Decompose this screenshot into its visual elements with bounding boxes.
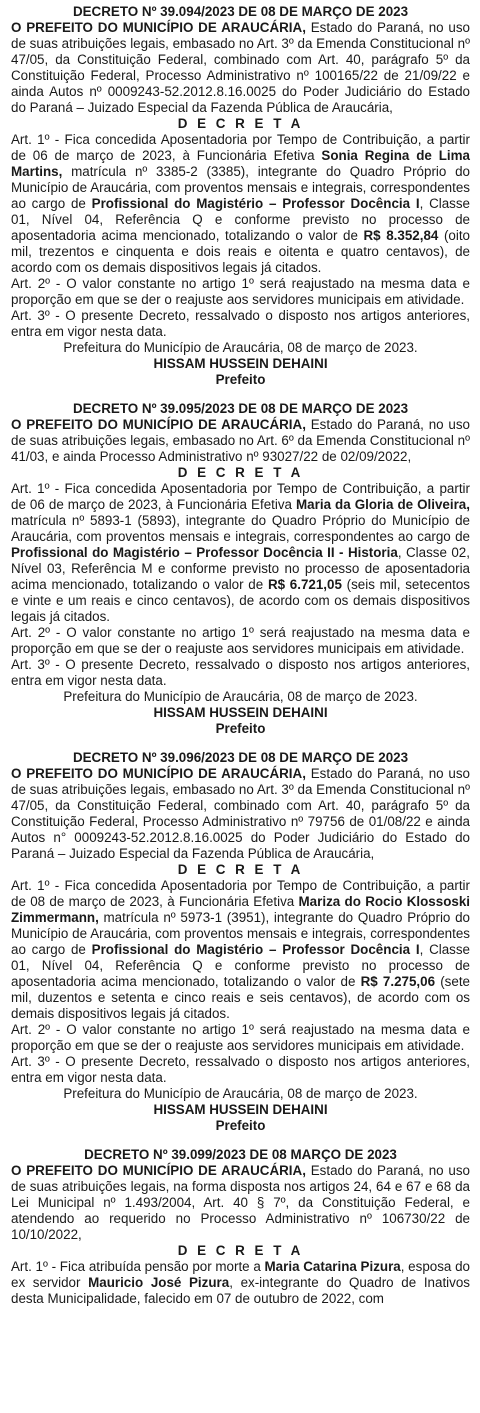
preamble-authority: O PREFEITO DO MUNICÍPIO DE ARAUCÁRIA,	[11, 20, 306, 35]
beneficiary-name: Maria Catarina Pizura	[264, 1259, 401, 1274]
signer-name: HISSAM HUSSEIN DEHAINI	[153, 356, 328, 371]
article-1-text: Art. 1º - Fica concedida Aposentadoria por Tempo de Contribuição, a partir de 08 de março de 2023, à Funcionária Efetiva	[11, 878, 470, 909]
benefit-value: R$ 6.721,05	[267, 577, 342, 592]
beneficiary-name: Maria da Gloria de Oliveira,	[296, 497, 470, 512]
article-1	[11, 481, 470, 625]
decree-preamble	[11, 766, 470, 862]
decreta-heading: D E C R E T A	[177, 862, 304, 877]
preamble-authority: O PREFEITO DO MUNICÍPIO DE ARAUCÁRIA,	[11, 766, 306, 781]
decree-block	[11, 750, 470, 1134]
benefit-value: R$ 8.352,84	[363, 228, 439, 243]
article-1-text: matrícula nº 3385-2 (3385), integrante do Quadro Próprio do Município de Araucária, com proventos mensais e integrais, correspondentes ao cargo de	[11, 164, 470, 211]
article-1	[11, 1259, 470, 1307]
decree-preamble	[11, 1163, 470, 1243]
place-date: Prefeitura do Município de Araucária, 08 de março de 2023.	[63, 689, 418, 704]
article-1-text: (oito mil, trezentos e cinquenta e dois reais e oitenta e quatro centavos), de acordo com os demais dispositivos legais já citados.	[11, 228, 470, 275]
signer-name: HISSAM HUSSEIN DEHAINI	[153, 705, 328, 720]
article-1-text: , Classe 02, Nível 03, Referência M e conforme previsto no processo de aposentadoria acima mencionado, totalizando o valor de	[11, 545, 470, 592]
article-1-text: , esposa do ex servidor	[11, 1259, 470, 1290]
decreta-heading: D E C R E T A	[177, 465, 304, 480]
article-3: Art. 3º - O presente Decreto, ressalvado o disposto nos artigos anteriores, entra em vigor nesta data.	[11, 1054, 470, 1085]
decree-block	[11, 4, 470, 388]
signer-title: Prefeito	[215, 721, 266, 736]
decree-title: DECRETO Nº 39.099/2023 DE 08 MARÇO DE 2023	[84, 1147, 397, 1162]
beneficiary-name: Mariza do Rocio Klossoski Zimmermann,	[11, 894, 470, 925]
beneficiary-name: Sonia Regina de Lima Martins,	[11, 148, 470, 179]
article-1-text: , ex-integrante do Quadro de Inativos desta Municipalidade, falecido em 07 de outubro de 2022, com	[11, 1275, 470, 1306]
position-title: Profissional do Magistério – Professor Docência I	[91, 196, 420, 211]
article-2: Art. 2º - O valor constante no artigo 1º será reajustado na mesma data e proporção em que se der o reajuste aos servidores municipais em atividade.	[11, 625, 470, 656]
preamble-text: Estado do Paraná, no uso de suas atribuições legais, embasado no Art. 3º da Emenda Constitucional nº 47/05, da Constituição Federal, combinado com Art. 40, parágrafo 5º da Constituição Federal, Processo Administrativo nº 100165/22 de 21/09/22 e ainda Autos nº 0009243-52.2012.8.16.0025 do Poder Judiciário do Estado do Paraná – Juizado Especial da Fazenda Pública de Araucária,	[11, 20, 470, 115]
signer-title: Prefeito	[215, 1118, 266, 1133]
preamble-text: Estado do Paraná, no uso de suas atribuições legais, na forma disposta nos artigos 24, 64 e 67 e 68 da Lei Municipal nº 1.493/2004, Art. 40 § 7º, da Constituição Federal, e atendendo ao requerido no Processo Administrativo nº 106730/22 de 10/10/2022,	[11, 1163, 470, 1242]
benefit-value: R$ 7.275,06	[360, 974, 436, 989]
position-title: Profissional do Magistério – Professor Docência I	[91, 942, 420, 957]
article-1-text: (sete mil, duzentos e setenta e cinco reais e seis centavos), de acordo com os demais dispositivos legais já citados.	[11, 974, 470, 1021]
decree-title: DECRETO Nº 39.095/2023 DE 08 DE MARÇO DE 2023	[72, 401, 409, 416]
preamble-text: Estado do Paraná, no uso de suas atribuições legais, embasado no Art. 3º da Emenda Constitucional nº 47/05, da Constituição Federal, combinado com Art. 40, parágrafo 5º da Constituição Federal, Processo Administrativo nº 79756 de 01/08/22 e ainda Autos n° 0009243-52.2012.8.16.0025 do Poder Judiciário do Estado do Paraná – Juizado Especial da Fazenda Pública de Araucária,	[11, 766, 470, 861]
signer-title: Prefeito	[215, 372, 266, 387]
place-date: Prefeitura do Município de Araucária, 08 de março de 2023.	[63, 340, 418, 355]
signer-name: HISSAM HUSSEIN DEHAINI	[153, 1102, 328, 1117]
article-1-text: matrícula nº 5973-1 (3951), integrante do Quadro Próprio do Município de Araucária, com proventos mensais e integrais, correspondentes ao cargo de	[11, 910, 470, 957]
article-1-text: Art. 1º - Fica concedida Aposentadoria por Tempo de Contribuição, a partir de 06 de março de 2023, à Funcionária Efetiva	[11, 481, 470, 512]
article-2: Art. 2º - O valor constante no artigo 1º será reajustado na mesma data e proporção em que se der o reajuste aos servidores municipais em atividade.	[11, 1022, 470, 1053]
position-title: Profissional do Magistério – Professor Docência II - Historia	[11, 545, 398, 560]
article-2: Art. 2º - O valor constante no artigo 1º será reajustado na mesma data e proporção em que se der o reajuste aos servidores municipais em atividade.	[11, 276, 470, 307]
article-3: Art. 3º - O presente Decreto, ressalvado o disposto nos artigos anteriores, entra em vigor nesta data.	[11, 308, 470, 339]
article-3: Art. 3º - O presente Decreto, ressalvado o disposto nos artigos anteriores, entra em vigor nesta data.	[11, 657, 470, 688]
article-1	[11, 132, 470, 276]
decree-block	[11, 1147, 470, 1307]
preamble-authority: O PREFEITO DO MUNICÍPIO DE ARAUCÁRIA,	[11, 1163, 306, 1178]
decree-block	[11, 401, 470, 737]
article-1-text: Art. 1º - Fica concedida Aposentadoria por Tempo de Contribuição, a partir de 06 de março de 2023, à Funcionária Efetiva	[11, 132, 470, 163]
article-1	[11, 878, 470, 1022]
preamble-authority: O PREFEITO DO MUNICÍPIO DE ARAUCÁRIA,	[11, 417, 306, 432]
decreta-heading: D E C R E T A	[177, 1243, 304, 1258]
decree-title: DECRETO Nº 39.096/2023 DE 08 DE MARÇO DE 2023	[72, 750, 409, 765]
decree-preamble	[11, 417, 470, 465]
place-date: Prefeitura do Município de Araucária, 08 de março de 2023.	[63, 1086, 418, 1101]
article-1-text: matrícula nº 5893-1 (5893), integrante do Quadro Próprio do Município de Araucária, com proventos mensais e integrais, correspondentes ao cargo de	[11, 513, 470, 544]
decreta-heading: D E C R E T A	[177, 116, 304, 131]
article-1-text: , Classe 01, Nível 04, Referência Q e conforme previsto no processo de aposentadoria acima mencionado, totalizando o valor de	[11, 196, 470, 243]
deceased-name: Mauricio José Pizura	[88, 1275, 230, 1290]
preamble-text: Estado do Paraná, no uso de suas atribuições legais, embasado no Art. 6º da Emenda Constitucional nº 41/03, e ainda Processo Administrativo nº 93027/22 de 02/09/2022,	[11, 417, 470, 464]
decree-title: DECRETO Nº 39.094/2023 DE 08 DE MARÇO DE 2023	[72, 4, 409, 19]
article-1-text: Art. 1º - Fica atribuída pensão por morte a	[11, 1259, 265, 1274]
article-1-text: , Classe 01, Nível 04, Referência Q e conforme previsto no processo de aposentadoria acima mencionado, totalizando o valor de	[11, 942, 470, 989]
decree-preamble	[11, 20, 470, 116]
article-1-text: (seis mil, setecentos e vinte e um reais e cinco centavos), de acordo com os demais dispositivos legais já citados.	[11, 577, 470, 624]
